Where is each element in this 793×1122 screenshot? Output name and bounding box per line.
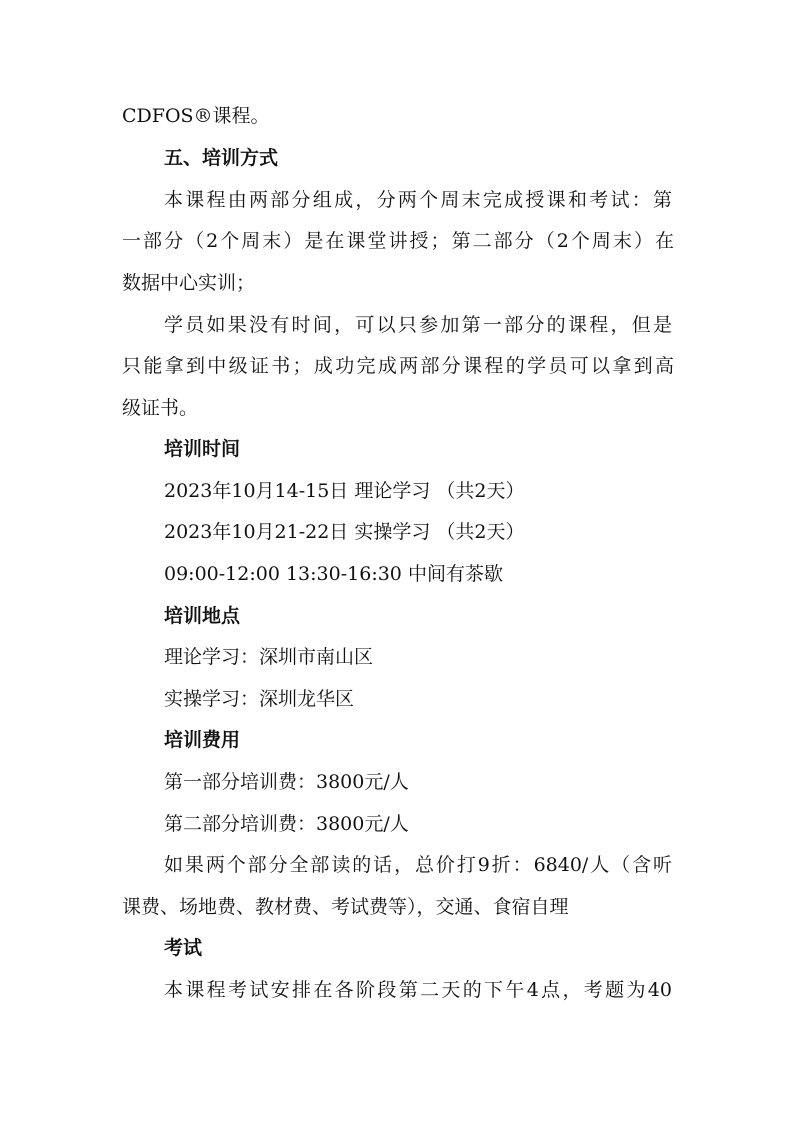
paragraph-line: 如果两个部分全部读的话，总价打9折：6840/人（含听 [164,854,672,876]
paragraph-line: 本课程考试安排在各阶段第二天的下午4点，考题为40 [164,979,672,1001]
heading-training-location: 培训地点 [164,605,241,627]
paragraph-line: 级证书。 [122,397,199,419]
location-line: 理论学习：深圳市南山区 [164,646,374,668]
schedule-hours: 09:00-12:00 13:30-16:30 中间有茶歇 [164,563,503,585]
fee-line: 第一部分培训费：3800元/人 [164,771,409,793]
heading-training-time: 培训时间 [164,438,241,460]
paragraph-line: 学员如果没有时间，可以只参加第一部分的课程，但是 [164,314,672,336]
paragraph-line: 只能拿到中级证书；成功完成两部分课程的学员可以拿到高 [122,355,674,377]
heading-training-fee: 培训费用 [164,729,241,751]
paragraph-line: 课费、场地费、教材费、考试费等），交通、食宿自理 [122,896,569,918]
fee-line: 第二部分培训费：3800元/人 [164,813,409,835]
schedule-line: 2023年10月21-22日 实操学习 （共2天） [164,521,525,543]
location-line: 实操学习：深圳龙华区 [164,688,355,710]
paragraph-line: 一部分（2个周末）是在课堂讲授；第二部分（2个周末）在 [122,230,674,252]
paragraph-line: 本课程由两部分组成，分两个周末完成授课和考试：第 [164,189,672,211]
paragraph-line: 数据中心实训； [122,272,256,294]
text-line-cdfos: CDFOS®课程。 [122,105,270,127]
heading-training-method: 五、培训方式 [164,147,279,169]
heading-exam: 考试 [164,937,203,959]
schedule-line: 2023年10月14-15日 理论学习 （共2天） [164,480,525,502]
